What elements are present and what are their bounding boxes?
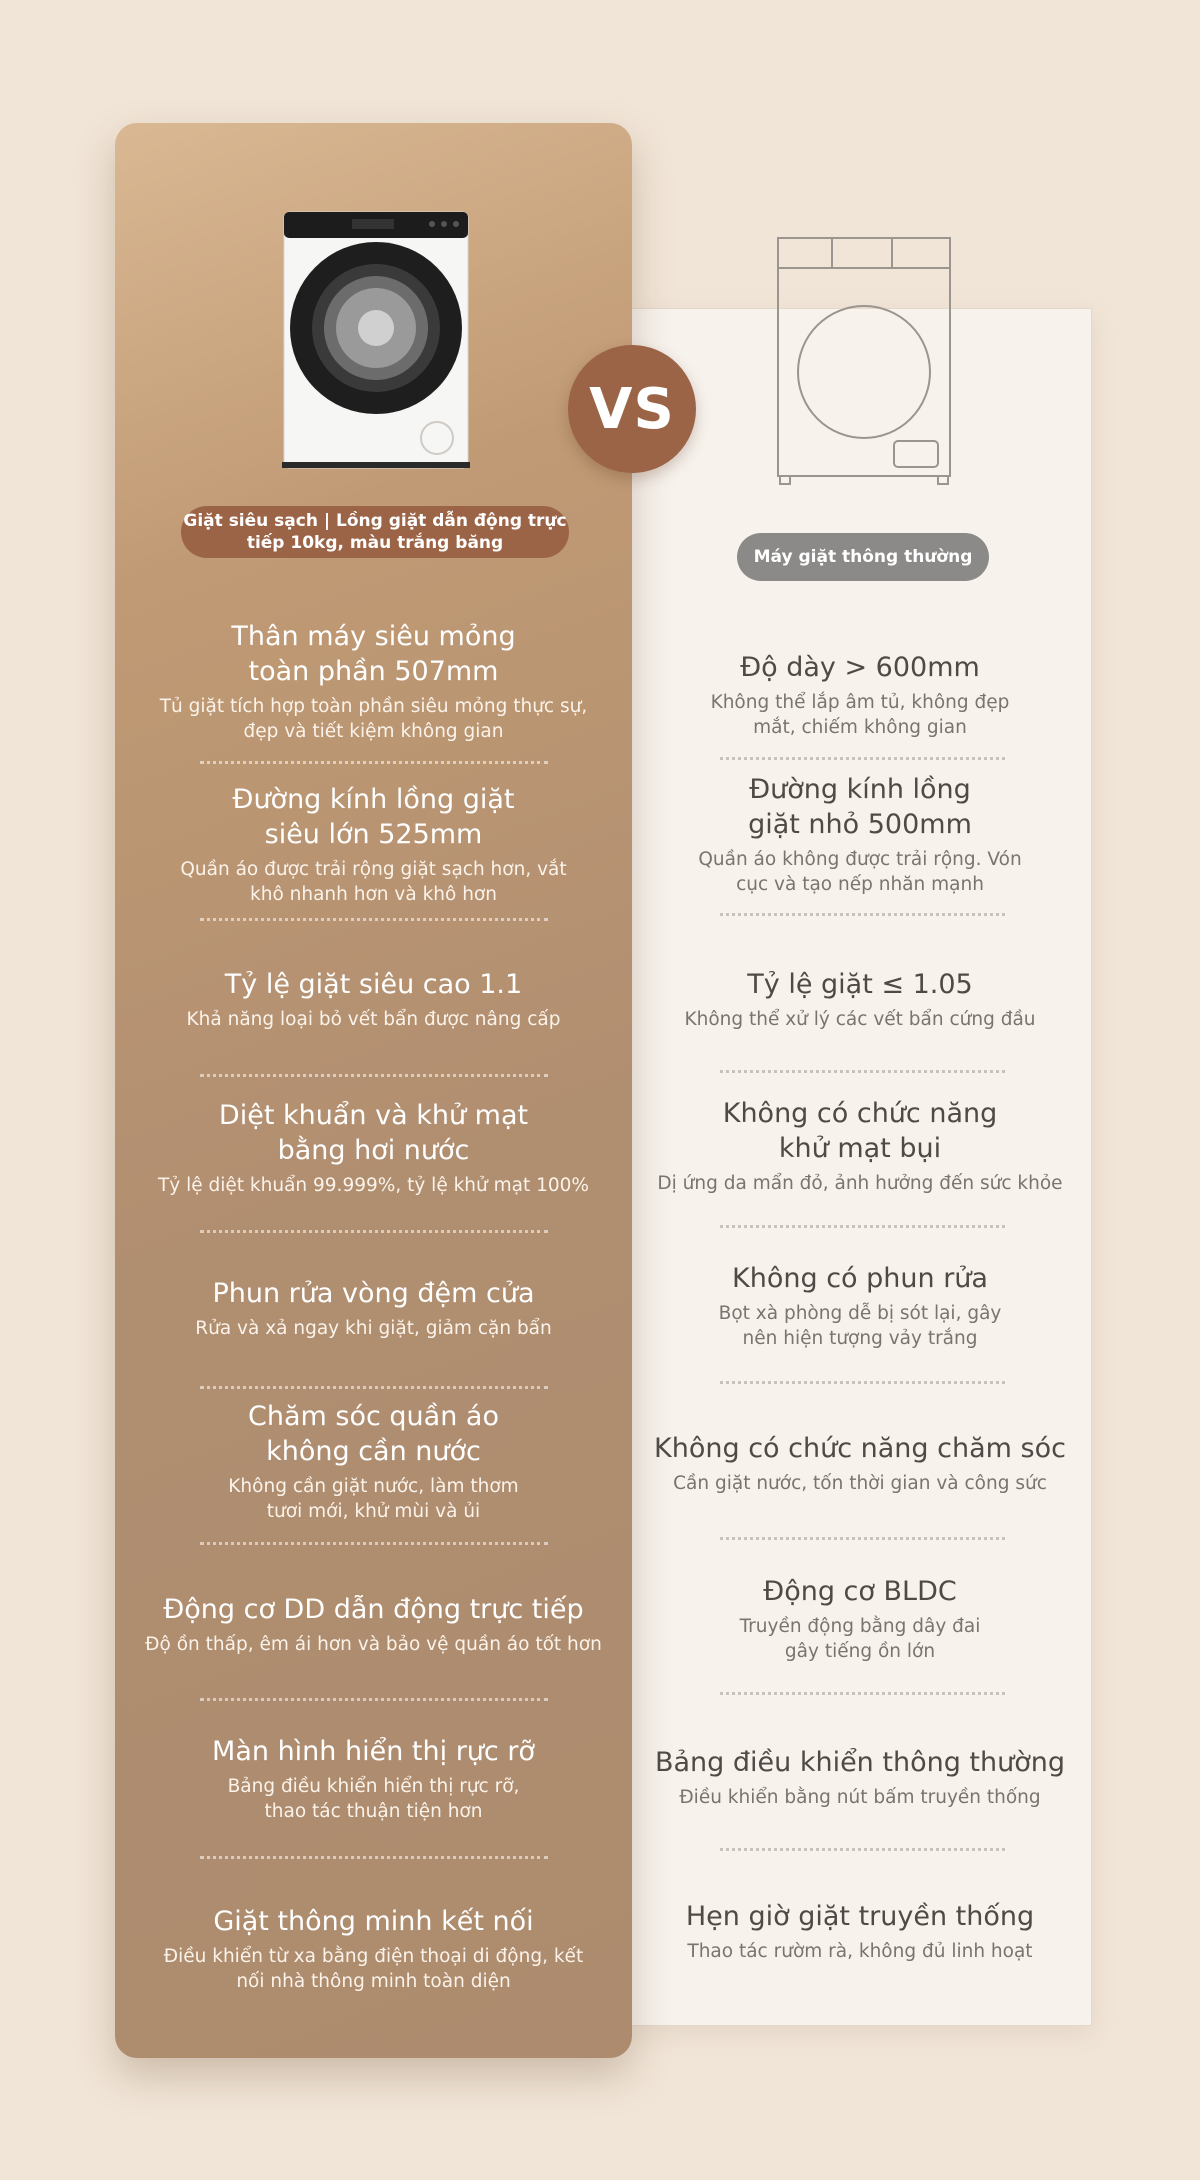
right-feature [650, 1745, 1070, 1810]
divider [200, 1230, 548, 1233]
divider [200, 1074, 548, 1077]
feature-title: Thân máy siêu mỏng toàn phần 507mm [231, 621, 516, 687]
feature-desc: Quần áo được trải rộng giặt sạch hơn, vắt khô nhanh hơn và khô hơn [180, 859, 567, 905]
right-feature [650, 650, 1070, 740]
divider [200, 918, 548, 921]
right-feature [650, 1574, 1070, 1664]
left-feature [115, 782, 632, 907]
feature-desc: Thao tác rườm rà, không đủ linh hoạt [687, 1941, 1033, 1962]
feature-desc: Điều khiển từ xa bằng điện thoại di động, kết nối nhà thông minh toàn diện [163, 1946, 584, 1992]
right-feature [650, 1899, 1070, 1964]
left-feature [115, 619, 632, 744]
feature-desc: Tủ giặt tích hợp toàn phần siêu mỏng thực sự, đẹp và tiết kiệm không gian [159, 696, 588, 742]
divider [720, 1692, 1005, 1695]
product-name-tag: Giặt siêu sạch | Lồng giặt dẫn động trực tiếp 10kg, màu trắng băng [181, 506, 569, 558]
right-feature [650, 1261, 1070, 1351]
feature-desc: Bọt xà phòng dễ bị sót lại, gây nên hiện tượng vảy trắng [718, 1303, 1002, 1349]
feature-title: Động cơ DD dẫn động trực tiếp [163, 1594, 584, 1625]
feature-title: Đường kính lồng giặt nhỏ 500mm [748, 774, 972, 840]
feature-desc: Bảng điều khiển hiển thị rực rỡ, thao tác thuận tiện hơn [227, 1776, 520, 1822]
feature-title: Bảng điều khiển thông thường [654, 1747, 1066, 1778]
left-feature [115, 1399, 632, 1524]
left-feature [115, 1592, 632, 1657]
feature-desc: Điều khiển bằng nút bấm truyền thống [679, 1787, 1041, 1808]
conventional-name-tag: Máy giặt thông thường [737, 533, 989, 581]
divider [200, 761, 548, 764]
feature-title: Giặt thông minh kết nối [213, 1906, 534, 1937]
left-feature [115, 1098, 632, 1198]
divider [200, 1698, 548, 1701]
left-feature [115, 1276, 632, 1341]
feature-desc: Không thể xử lý các vết bẩn cứng đầu [684, 1009, 1036, 1030]
feature-title: Chăm sóc quần áo không cần nước [248, 1401, 499, 1467]
conventional-washer-outline [776, 236, 952, 486]
feature-desc: Tỷ lệ diệt khuẩn 99.999%, tỷ lệ khử mạt 100% [157, 1175, 590, 1196]
washing-machine-image [282, 210, 470, 470]
right-feature [650, 772, 1070, 897]
feature-title: Không có chức năng chăm sóc [654, 1433, 1066, 1464]
divider [720, 1848, 1005, 1851]
divider [720, 1070, 1005, 1073]
feature-desc: Độ ồn thấp, êm ái hơn và bảo vệ quần áo tốt hơn [145, 1634, 602, 1655]
feature-desc: Không thể lắp âm tủ, không đẹp mắt, chiếm không gian [710, 692, 1010, 738]
divider [200, 1856, 548, 1859]
feature-title: Tỷ lệ giặt ≤ 1.05 [747, 969, 973, 1000]
divider [720, 757, 1005, 760]
divider [720, 1225, 1005, 1228]
right-feature [650, 1431, 1070, 1496]
feature-title: Không có phun rửa [732, 1263, 988, 1294]
feature-title: Màn hình hiển thị rực rỡ [212, 1736, 535, 1767]
divider [200, 1386, 548, 1389]
feature-title: Động cơ BLDC [763, 1576, 957, 1607]
divider [720, 913, 1005, 916]
divider [200, 1542, 548, 1545]
feature-title: Tỷ lệ giặt siêu cao 1.1 [224, 969, 523, 1000]
feature-title: Không có chức năng khử mạt bụi [722, 1098, 998, 1164]
feature-title: Độ dày > 600mm [740, 652, 980, 683]
left-feature [115, 1734, 632, 1824]
divider [720, 1537, 1005, 1540]
left-feature [115, 1904, 632, 1994]
feature-desc: Không cần giặt nước, làm thơm tươi mới, khử mùi và ủi [228, 1476, 519, 1522]
feature-title: Phun rửa vòng đệm cửa [212, 1278, 535, 1309]
vs-badge: VS [568, 345, 696, 473]
feature-title: Hẹn giờ giặt truyền thống [685, 1901, 1035, 1932]
feature-desc: Quần áo không được trải rộng. Vón cục và tạo nếp nhăn mạnh [698, 849, 1022, 895]
right-feature [650, 1096, 1070, 1196]
feature-desc: Khả năng loại bỏ vết bẩn được nâng cấp [186, 1009, 561, 1030]
feature-desc: Rửa và xả ngay khi giặt, giảm cặn bẩn [195, 1318, 552, 1339]
left-feature [115, 967, 632, 1032]
feature-desc: Cần giặt nước, tốn thời gian và công sức [673, 1473, 1047, 1494]
divider [720, 1381, 1005, 1384]
feature-title: Diệt khuẩn và khử mạt bằng hơi nước [218, 1100, 529, 1166]
feature-desc: Truyền động bằng dây đai gây tiếng ồn lớn [739, 1616, 981, 1662]
right-feature [650, 967, 1070, 1032]
feature-desc: Dị ứng da mẩn đỏ, ảnh hưởng đến sức khỏe [657, 1173, 1063, 1194]
feature-title: Đường kính lồng giặt siêu lớn 525mm [232, 784, 515, 850]
